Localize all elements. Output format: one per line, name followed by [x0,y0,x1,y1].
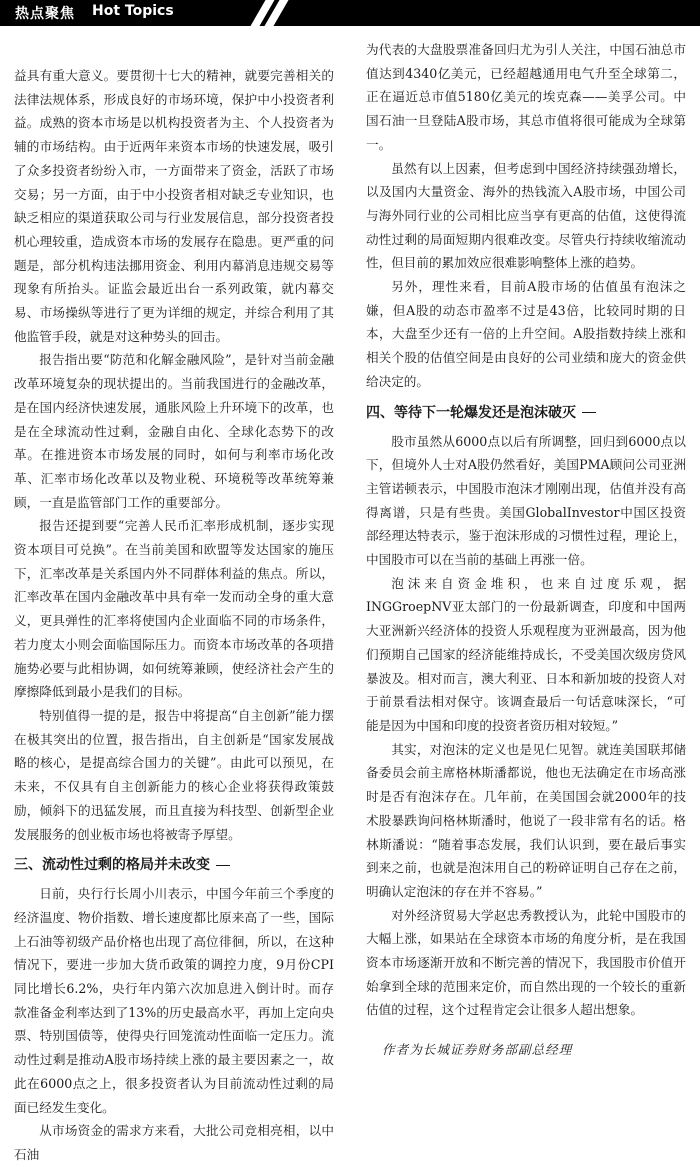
heading-underline [582,412,596,413]
author-byline: 作者为长城证券财务部副总经理 [382,1042,573,1058]
section-title-cn: 热点聚焦 [15,6,75,22]
paragraph: 泡沫来自资金堆积，也来自过度乐观，据INGGroepNV亚太部门的一份最新调查，印度和中国两大亚洲新兴经济体的投资人乐观程度为亚洲最高，因为他们预期自己国家的经济能维持成长，不受美国次级房贷风暴波及。相对而言，澳大利亚、日本和新加坡的投资人对于前景看法相对保守。该调查最后一句话意味深长，“可能是因为中国和印度的投资者资历相对较短。” [366,575,686,733]
section-title-en: Hot Topics [92,3,174,19]
paragraph: 从市场资金的需求方来看，大批公司竞相亮相，以中石油 [14,1123,334,1162]
section-heading [366,403,686,423]
section-heading [14,855,334,875]
paragraph: 虽然有以上因素，但考虑到中国经济持续强劲增长，以及国内大量资金、海外的热钱流入A股市场，中国公司与海外同行业的公司相比应当享有更高的估值，这使得流动性过剩的局面短期内很难改变。尽管央行持续收缩流动性，但目前的累加效应很难影响整体上涨的趋势。 [366,160,686,271]
paragraph: 日前，央行行长周小川表示，中国今年前三个季度的经济温度、物价指数、增长速度都比原来高了一些，国际上石油等初级产品价格也出现了高位徘徊，所以，在这种情况下，要进一步加大货币政策的调控力度，9月份CPI同比增长6.2%，央行年内第六次加息进入倒计时。而存款准备金利率达到了13%的历史最高水平，再加上定向央票、特别国债等，使得央行回笼流动性面临一定压力。流动性过剩是推动A股市场持续上涨的最主要因素之一，故此在6000点之上，很多投资者认为目前流动性过剩的局面已经发生变化。 [14,886,334,1115]
paragraph: 股市虽然从6000点以后有所调整，回归到6000点以下，但境外人士对A股仍然看好，美国PMA顾问公司亚洲主管诺顿表示，中国股市泡沫才刚刚出现，估值并没有高得离谱，只是有些贵。美国GlobalInvestor中国区投资部经理达特表示，鉴于泡沫形成的习惯性过程，理论上，中国股市可以在当前的基础上再涨一倍。 [366,433,686,568]
right-text-column [366,38,686,1062]
paragraph: 益具有重大意义。要贯彻十七大的精神，就要完善相关的法律法规体系，形成良好的市场环境，保护中小投资者利益。成熟的资本市场是以机构投资者为主、个人投资者为辅的市场结构。由于近两年来资本市场的快速发展，吸引了众多投资者纷纷入市，一方面带来了资金，活跃了市场交易；另一方面，由于中小投资者相对缺乏专业知识，也缺乏相应的渠道获取公司与行业发展信息，部分投资者投机心理较重，造成资本市场的发展存在隐患。更严重的问题是，部分机构违法挪用资金、利用内幕消息违规交易等现象有所抬头。证监会最近出台一系列政策，就内幕交易、市场操纵等进行了更为详细的规定，并综合利用了其他监管手段，就是对这种势头的回击。 [14,68,334,344]
paragraph: 特别值得一提的是，报告中将提高“自主创新”能力摆在极其突出的位置，报告指出，自主创新是“国家发展战略的核心，是提高综合国力的关键”。由此可以预见，在未来，不仅具有自主创新能力的核心企业将获得政策鼓励，倾斜下的迅猛发展，而且直接为科技型、创新型企业发展服务的创业板市场也将被寄予厚望。 [14,707,334,842]
paragraph: 报告指出要“防范和化解金融风险”，是针对当前金融改革环境复杂的现状提出的。当前我国进行的金融改革，是在国内经济快速发展，通胀风险上升环境下的改革，也是在全球流动性过剩，金融自由化、全球化态势下的改革。在推进资本市场发展的同时，如何与利率市场化改革、汇率市场化改革以及物业税、环境税等改革统筹兼顾，一直是监管部门工作的重要部分。 [14,352,334,510]
paragraph: 其实，对泡沫的定义也是见仁见智。就连美国联邦储备委员会前主席格林斯潘都说，他也无法确定在市场高涨时是否有泡沫存在。几年前，在美国国会就2000年的技术股暴跌询问格林斯潘时，他说了一段非常有名的话。格林斯潘说：“随着事态发展，我们认识到，要在最后事实到来之前，也就是泡沫用自己的粉碎证明自己存在之前，明确认定泡沫的存在并不容易。” [366,741,686,899]
section-heading-text: 三、流动性过剩的格局并未改变 [14,857,210,874]
heading-underline [216,865,230,866]
section-header-bar [0,0,700,26]
paragraph: 另外，理性来看，目前A股市场的估值虽有泡沫之嫌，但A股的动态市盈率不过是43倍，比较同时期的日本，大盘至少还有一倍的上升空间。A股指数持续上涨和相关个股的估值空间是由良好的公司业绩和庞大的资金供给决定的。 [366,279,686,389]
section-heading-text: 四、等待下一轮爆发还是泡沫破灭 [366,404,576,421]
left-text-column [14,64,334,1167]
paragraph: 对外经济贸易大学赵忠秀教授认为，此轮中国股市的大幅上涨，如果站在全球资本市场的角度分析，是在我国资本市场逐渐开放和不断完善的情况下，我国股市价值开始拿到全球的范围来定价，而自然出现的一个较长的重新估值的过程，这个过程肯定会让很多人超出想象。 [366,907,686,1018]
paragraph: 报告还提到要“完善人民币汇率形成机制，逐步实现资本项目可兑换”。在当前美国和欧盟等发达国家的施压下，汇率改革是关系国内外不同群体利益的焦点。所以，汇率改革在国内金融改革中具有牵一发而动全身的重大意义，更具弹性的汇率将使国内企业面临不同的市场条件，若力度太小则会面临国际压力。而资本市场改革的各项措施势必要与此相协调，如何统筹兼顾，使经济社会产生的摩擦降低到最小是我们的目标。 [14,518,334,700]
paragraph: 为代表的大盘股票准备回归尤为引人关注，中国石油总市值达到4340亿美元，已经超越通用电气升至全球第二，正在逼近总市值5180亿美元的埃克森——美孚公司。中国石油一旦登陆A股市场，其总市值将很可能成为全球第一。 [366,42,686,152]
